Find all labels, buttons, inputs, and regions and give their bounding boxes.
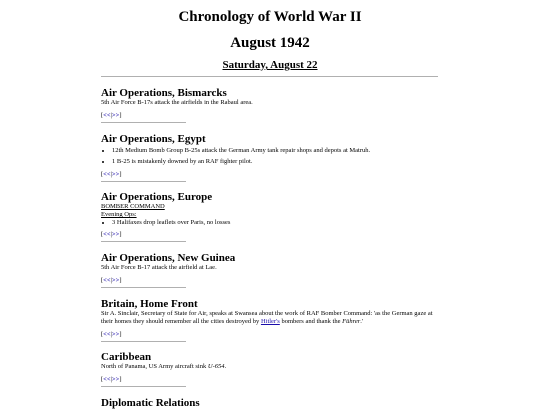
nav-arrows [101, 170, 441, 179]
section-diplomatic-relations [101, 397, 441, 409]
nav-separator: | [110, 171, 112, 178]
text-part: North of Panama, US Army aircraft sink [101, 363, 208, 370]
subheading-evening-ops: Evening Ops: [101, 211, 137, 218]
section-britain-home-front [101, 298, 441, 342]
nav-bracket: [ [101, 331, 104, 338]
list-item: • 1 B-25 is mistakenly downed by an RAF fighter pilot. [112, 158, 441, 166]
text-part: .' [360, 318, 364, 325]
nav-bracket: ] [119, 331, 122, 338]
section-air-operations-europe [101, 191, 441, 242]
nav-bracket: ] [119, 112, 122, 119]
hitler-link[interactable]: Hitler's [260, 318, 280, 325]
section-title: Caribbean [101, 351, 152, 363]
section-title: Air Operations, New Guinea [101, 252, 236, 264]
header-divider [101, 76, 438, 77]
next-link[interactable]: >> [111, 171, 120, 178]
nav-arrows [101, 276, 441, 285]
date-heading: Saturday, August 22 [222, 59, 318, 71]
section-divider [101, 386, 186, 387]
nav-separator: | [110, 376, 112, 383]
section-title: Air Operations, Europe [101, 191, 213, 203]
nav-bracket: ] [119, 231, 122, 238]
page-title: Chronology of World War II [178, 9, 362, 25]
nav-separator: | [110, 231, 112, 238]
text-part: bombers and thank the [279, 318, 343, 325]
nav-bracket: [ [101, 112, 104, 119]
nav-bracket: ] [119, 376, 122, 383]
nav-bracket: [ [101, 231, 104, 238]
text-part: Sir A. Sinclair, Secretary of State for Air, speaks at Swansea about the work of RAF Bomber Command: 'as the German gaze at their homes they should remember all the cities destroyed by [101, 310, 433, 325]
section-divider [101, 341, 186, 342]
section-text [101, 363, 441, 371]
nav-separator: | [110, 331, 112, 338]
list-item: • 3 Halifaxes drop leaflets over Paris, no losses [112, 219, 441, 227]
bullet-list [101, 219, 441, 227]
section-air-operations-egypt [101, 133, 441, 182]
nav-bracket: ] [119, 171, 122, 178]
nav-bracket: [ [101, 171, 104, 178]
section-text: 5th Air Force B-17s attack the airfields in the Rabaul area. [101, 99, 253, 106]
section-text [101, 310, 441, 326]
next-link[interactable]: >> [111, 112, 120, 119]
section-air-operations-new-guinea [101, 252, 441, 288]
nav-arrows [101, 230, 441, 239]
section-caribbean [101, 351, 441, 387]
section-divider [101, 287, 186, 288]
section-title: Diplomatic Relations [101, 397, 200, 409]
nav-arrows [101, 111, 441, 120]
nav-arrows [101, 330, 441, 339]
section-text: 5th Air Force B-17 attack the airfield at Lae. [101, 264, 217, 271]
section-divider [101, 181, 186, 182]
subheading-bomber-command: BOMBER COMMAND [101, 203, 165, 210]
emphasis-text: Führer [342, 318, 361, 325]
section-air-operations-bismarcks [101, 87, 441, 123]
list-item: • 12th Medium Bomb Group B-25s attack the German Army tank repair shops and depots at Matruh. [112, 147, 441, 155]
nav-bracket: [ [101, 277, 104, 284]
emphasis-text: U-654 [207, 363, 225, 370]
prev-link[interactable]: << [103, 231, 111, 238]
nav-bracket: ] [119, 277, 122, 284]
prev-link[interactable]: << [103, 171, 111, 178]
nav-separator: | [110, 112, 112, 119]
next-link[interactable]: >> [111, 277, 120, 284]
section-title: Air Operations, Bismarcks [101, 87, 227, 99]
bullet-list [101, 147, 441, 166]
section-divider [101, 122, 186, 123]
next-link[interactable]: >> [111, 331, 120, 338]
text-part: . [224, 363, 227, 370]
month-heading: August 1942 [230, 35, 310, 51]
nav-separator: | [110, 277, 112, 284]
nav-bracket: [ [101, 376, 104, 383]
section-title: Britain, Home Front [101, 298, 198, 310]
next-link[interactable]: >> [111, 376, 120, 383]
prev-link[interactable]: << [103, 376, 111, 383]
nav-arrows [101, 375, 441, 384]
next-link[interactable]: >> [111, 231, 120, 238]
section-divider [101, 241, 186, 242]
prev-link[interactable]: << [103, 277, 111, 284]
prev-link[interactable]: << [103, 331, 111, 338]
prev-link[interactable]: << [103, 112, 111, 119]
section-title: Air Operations, Egypt [101, 133, 206, 145]
